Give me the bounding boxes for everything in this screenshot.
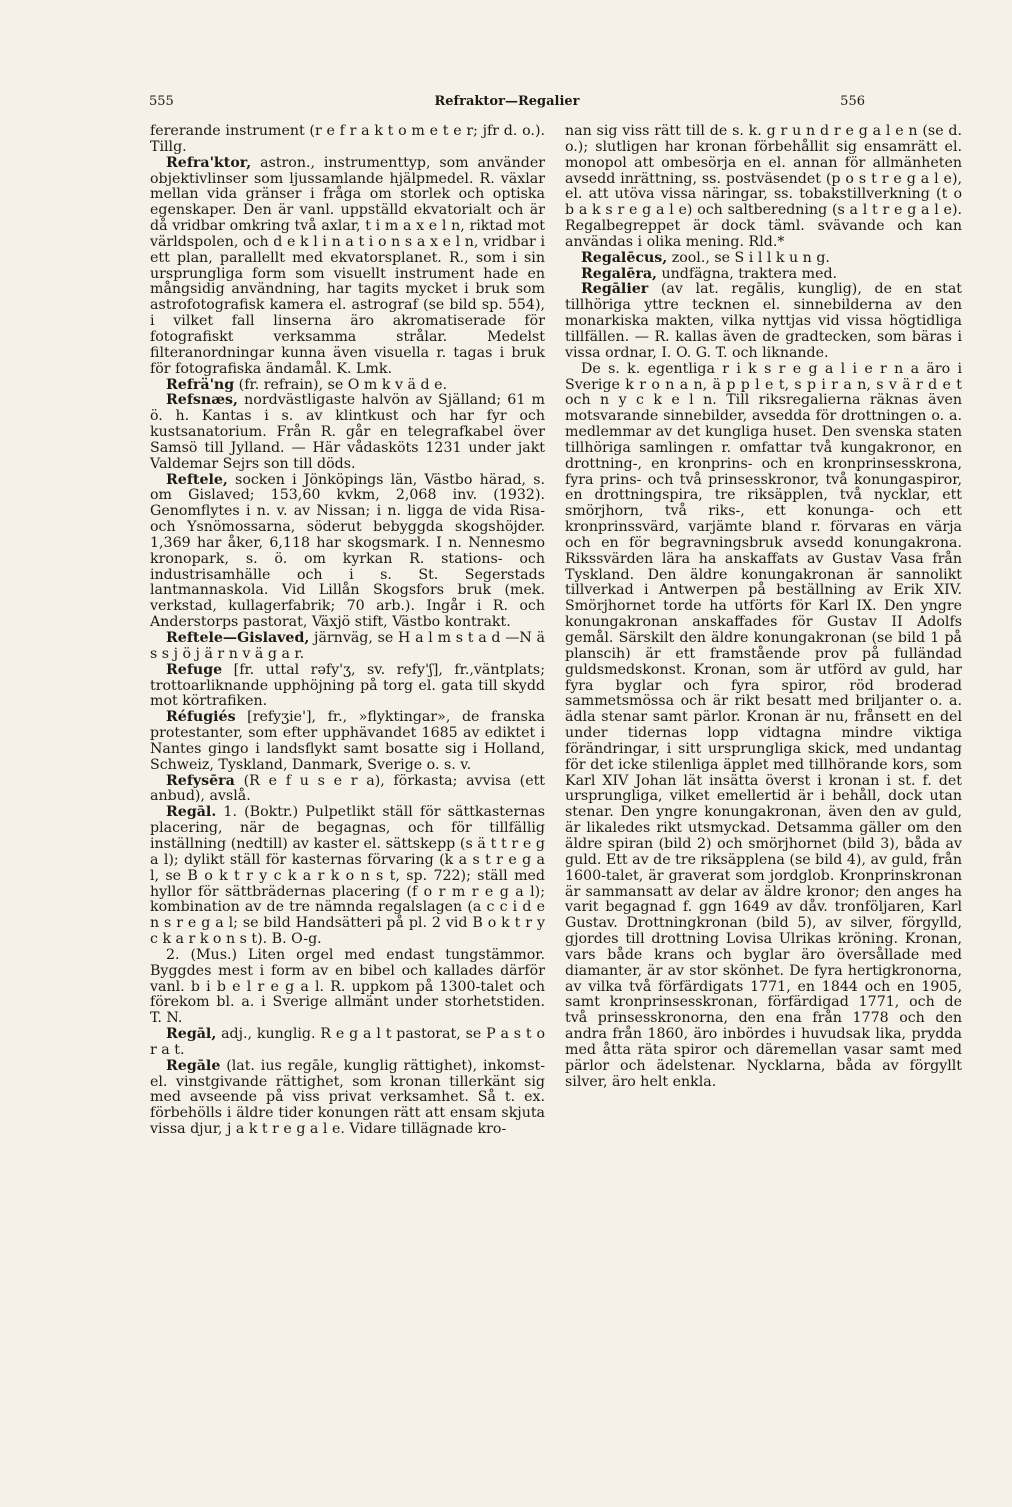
entry-paragraph: Regāl, adj., kunglig. R e g a l t pastorat, se P a s t o r a t. — [150, 1026, 545, 1058]
entry-paragraph: Regāle (lat. ius regāle, kunglig rättighet), inkomst- el. vinstgivande rättighet, som kronan tillerkänt sig med avseende på viss privat verksamhet. Så t. ex. förbehölls i äldre tider konungen rätt att ensam skjuta vissa djur, j a k t r e g a l e. Vidare tillägnade kro- — [150, 1057, 545, 1138]
entry-paragraph: Réfugiés [refyʒie'], fr., »flyktingar», de franska protestanter, som efter upphävandet 1685 av ediktet i Nantes gingo i landsflykt samt bosatte sig i Holland, Schweiz, Tyskland, Danmark, Sverige o. s. v. — [150, 709, 545, 773]
headword: Regāl, — [166, 1026, 217, 1043]
headword: Refsnæs, — [166, 392, 238, 409]
running-title: Refraktor—Regalier — [434, 94, 580, 109]
headword: Regalēra, — [581, 265, 657, 282]
entry-paragraph: Refuge [fr. uttal rəfy'ʒ, sv. refy'ʃ], fr.,väntplats; trottoarliknande upphöjning på torg el. gata till skydd mot körtrafiken. — [150, 661, 545, 710]
headword: Réfugiés — [166, 709, 236, 726]
page-header — [149, 94, 865, 114]
entry-paragraph: Regālier (av lat. regālis, kunglig), de en stat tillhöriga yttre tecknen el. sinnebilderna av den monarkiska makten, vilka nyttjas vid vissa högtidliga tillfällen. — R. kallas även de gradtecken, som bäras i vissa ordnar, I. O. G. T. och liknande. — [565, 281, 962, 361]
headword: Refuge — [166, 661, 223, 678]
headword: Regāl. — [166, 804, 217, 821]
headword: Reftele, — [166, 471, 228, 488]
headword: Regalēcus, — [581, 249, 668, 266]
headword: Refrä'ng — [166, 376, 235, 393]
entry-paragraph: Regalēra, undfägna, traktera med. — [581, 265, 838, 282]
headword: Refra'ktor, — [166, 154, 252, 171]
entry-paragraph: Refsnæs, nordvästligaste halvön av Själland; 61 m ö. h. Kantas i s. av klintkust och har fyr och kustsanatorium. Från R. går en telegrafkabel över Samsö till Jylland. — Här vådasköts 1231 under jakt Valdemar Sejrs son till döds. — [150, 392, 545, 472]
entry-paragraph: fererande instrument (r e f r a k t o m e t e r; jfr d. o.). Tillg. — [150, 123, 545, 155]
page-number-left: 555 — [149, 94, 174, 109]
right-column — [565, 124, 962, 1090]
headword: Regālier — [581, 281, 649, 298]
entry-paragraph: De s. k. egentliga r i k s r e g a l i e r n a äro i Sverige k r o n a n, ä p p l e t, s p i r a n, s v ä r d e t och n y c k e l n. Till riksregalierna räknas även motsvarande sinnebilder, avsedda för drottningen o. a. medlemmar av det kungliga huset. Den svenska staten tillhöriga samlingen r. omfattar två kungakronor, en drottning-, en kronprins- och en kronprinsesskrona, fyra prins- och två prinsesskronor, två konungaspiror, en drottningspira, tre riksäpplen, två nycklar, ett smörjhorn, två riks-, ett konunga- och ett kronprinssvärd, varjämte bland r. förvaras en värja och en för begravningsbruk avsedd konungakrona. Rikssvärden lära ha anskaffats av Gustav Vasa från Tyskland. Den äldre konungakronan är sannolikt tillverkad i Antwerpen på beställning av Erik XIV. Smörjhornet torde ha utförts för Karl IX. Den yngre konungakronan anskaffades för Gustav II Adolfs gemål. Särskilt den äldre konungakronan (se bild 1 på planscih) är ett framstående prov på fulländad guldsmedskonst. Kronan, som är utförd av guld, har fyra byglar och fyra spiror, röd broderad sammetsmössa och är rikt besatt med briljanter o. a. ädla stenar samt pärlor. Kronan är nu, frånsett en del under tidernas lopp vidtagna mindre viktiga förändringar, i sitt ursprungliga skick, med undantag för det icke stilenliga äpplet med tillhörande kors, som Karl XIV Johan lät insätta överst i kronan i st. f. det ursprungliga, vilket emellertid är i behåll, dock utan stenar. Den yngre konungakronan, även den av guld, är likaledes rikt utsmyckad. Detsamma gäller om den äldre spiran (bild 2) och smörjhornet (bild 3), båda av guld. Ett av de tre riksäpplena (se bild 4), av guld, från 1600-talet, är graverat som jordglob. Kronprinskronan är sammansatt av delar av äldre kronor; den anges ha varit begagnad f. ggn 1649 av dåv. tronföljaren, Karl Gustav. Drottningkronan (bild 5), av silver, förgylld, gjordes till drottning Lovisa Ulrikas kröning. Kronan, vars både krans och byglar äro översållade med diamanter, är av stor skönhet. De fyra hertigkronorna, av vilka två förfärdigats 1771, en 1844 och en 1905, samt kronprinsesskronan, förfärdigad 1771, och de två prinsesskronorna, den ena från 1778 och den andra från 1860, äro inbördes i huvudsak lika, prydda med åtta räta spiror och däremellan vasar samt med pärlor och ädelstenar. Nycklarna, båda av förgyllt silver, äro helt enkla. — [565, 360, 962, 1090]
headword: Regāle — [166, 1057, 221, 1074]
entry-paragraph: nan sig viss rätt till de s. k. g r u n d r e g a l e n (se d. o.); slutligen har kronan förbehållit sig ensamrätt el. monopol att ombesörja en el. annan för allmänheten avsedd inrättning, ss. postväsendet (p o s t r e g a l e), el. att utöva vissa näringar, ss. tobakstillverkning (t o b a k s r e g a l e) och saltberedning (s a l t r e g a l e). Regalbegreppet är dock täml. svävande och kan användas i olika mening. Rld.* — [565, 123, 962, 250]
headword: Refysēra — [166, 772, 235, 789]
entry-paragraph: Refrä'ng (fr. refrain), se O m k v ä d e. — [166, 376, 447, 393]
entry-paragraph: Refysēra (R e f u s e r a), förkasta; avvisa (ett anbud), avslå. — [150, 772, 545, 805]
entry-paragraph: Regalēcus, zool., se S i l l k u n g. — [581, 249, 830, 266]
entry-paragraph: Reftele, socken i Jönköpings län, Västbo härad, s. om Gislaved; 153,60 kvkm, 2,068 inv. (1932). Genomflytes i n. v. av Nissan; i n. ligga de vida Risa- och Ysnömossarna, söderut bebyggda skogshöjder. 1,369 har åker, 6,118 har skogsmark. I n. Nennesmo kronopark, s. ö. om kyrkan R. stations- och industrisamhälle och i s. St. Segerstads lantmannaskola. Vid Lillån Skogsfors bruk (mek. verkstad, kullagerfabrik; 70 arb.). Ingår i R. och Anderstorps pastorat, Växjö stift, Västbo kontrakt. — [150, 471, 545, 631]
entry-paragraph: Refra'ktor, astron., instrumenttyp, som använder objektivlinser som ljussamlande hjälpmedel. R. växlar mellan vida gränser i fråga om storlek och optiska egenskaper. Den är vanl. uppställd ekvatorialt och är då vridbar omkring två axlar, t i m a x e l n, riktad mot världspolen, och d e k l i n a t i o n s a x e l n, vridbar i ett plan, parallellt med ekvatorsplanet. R., som i sin ursprungliga form som visuellt instrument hade en mångsidig användning, har tagits mycket i bruk som astrofotografisk kamera el. astrograf (se bild sp. 554), i vilket fall linserna äro akromatiserade för fotografiskt verksamma strålar. Medelst filteranordningar kunna även visuella r. tagas i bruk för fotografiska ändamål. K. Lmk. — [150, 154, 545, 377]
left-column — [150, 124, 545, 1138]
entry-paragraph: Reftele—Gislaved, järnväg, se H a l m s t a d —N ä s s j ö j ä r n v ä g a r. — [150, 630, 545, 662]
entry-paragraph: Regāl. 1. (Boktr.) Pulpetlikt ställ för sättkasternas placering, när de begagnas, och för tillfällig inställning (nedtill) av kaster el. sättskepp (s ä t t r e g a l); dylikt ställ för kasternas förvaring (k a s t r e g a l, se B o k t r y c k a r k o n s t, sp. 722); ställ med hyllor för sättbrädernas placering (f o r m r e g a l); kombination av de tre nämnda regalslagen (a c c i d e n s r e g a l; se bild Handsätteri på pl. 2 vid B o k t r y c k a r k o n s t). B. O-g. — [150, 804, 545, 948]
entry-paragraph: 2. (Mus.) Liten orgel med endast tungstämmor. Byggdes mest i form av en bibel och kallades därför vanl. b i b e l r e g a l. R. uppkom på 1300-talet och förekom bl. a. i Sverige allmänt under storhetstiden. T. N. — [150, 946, 545, 1027]
page-number-right: 556 — [840, 94, 865, 109]
headword: Reftele—Gislaved, — [166, 630, 310, 646]
